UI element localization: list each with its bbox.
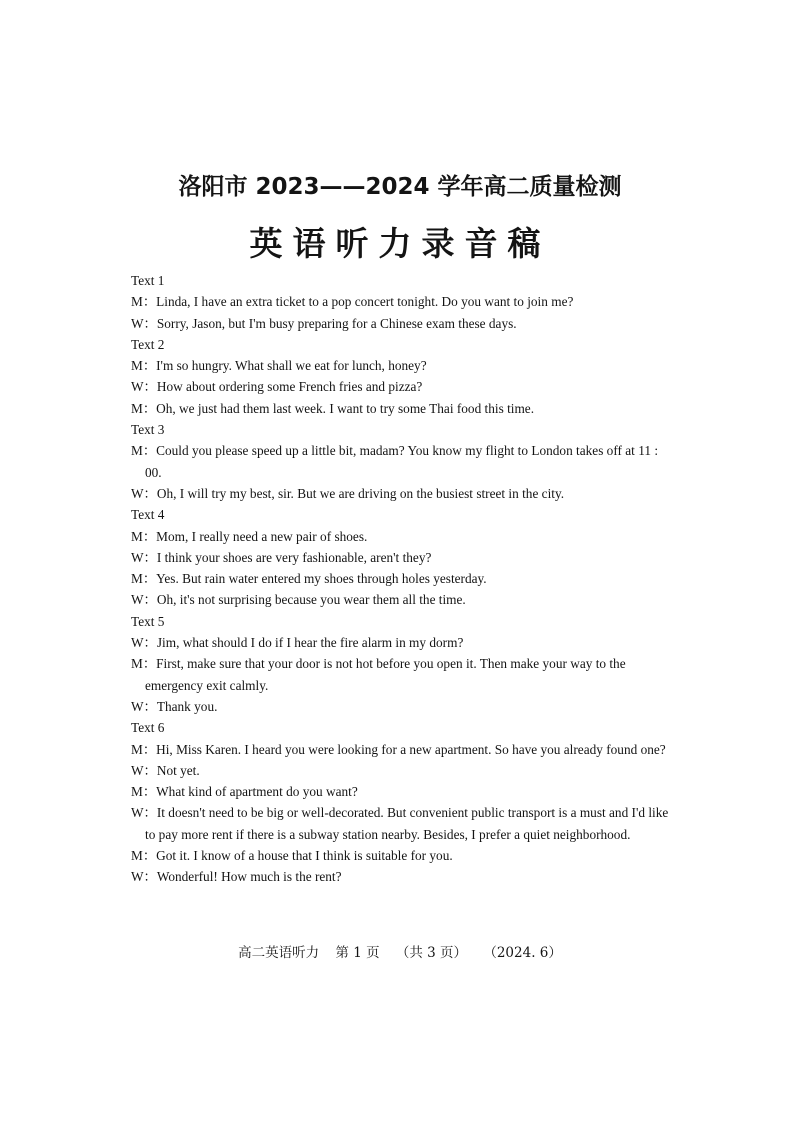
section-heading: Text 1 [131,273,165,288]
footer-total-pages: （共 3 页） [395,945,468,961]
section-heading: Text 6 [131,720,165,736]
speaker-label: W： [131,549,157,565]
dialogue-line [131,781,676,802]
dialogue-line [131,355,676,376]
speaker-label: W： [131,869,157,885]
footer-date: （2024. 6） [483,945,562,961]
dialogue-text: I think your shoes are very fashionable, aren't they? [156,549,432,565]
dialogue-text: Wonderful! How much is the rent? [156,869,342,885]
section-heading: Text 4 [131,507,165,523]
document-subtitle: 英语听力录音稿 [249,224,551,263]
speaker-label: M： [131,294,157,310]
dialogue-line [131,526,676,547]
dialogue-text: Mom, I really need a new pair of shoes. [156,528,368,544]
section-heading: Text 3 [131,422,165,438]
transcript-body [131,270,676,888]
dialogue-line [131,376,676,397]
speaker-label: W： [131,805,157,821]
speaker-label: W： [131,698,157,714]
dialogue-text: Not yet. [156,762,200,778]
dialogue-text: First, make sure that your door is not hot before you open it. Then make your way to the emergency exit calmly. [145,656,626,693]
dialogue-line [131,398,676,419]
speaker-label: M： [131,358,157,374]
footer-subject: 高二英语听力 [238,945,320,961]
dialogue-line [131,760,676,781]
dialogue-line [131,632,676,653]
dialogue-line [131,291,676,312]
exam-title: 洛阳市 2023——2024 学年高二质量检测 [178,174,622,200]
dialogue-text: Linda, I have an extra ticket to a pop concert tonight. Do you want to join me? [156,294,574,310]
dialogue-line [131,547,676,568]
dialogue-line [131,589,676,610]
speaker-label: M： [131,443,157,459]
dialogue-text: Sorry, Jason, but I'm busy preparing for a Chinese exam these days. [156,315,517,331]
dialogue-line [131,313,676,334]
dialogue-text: Jim, what should I do if I hear the fire alarm in my dorm? [156,635,464,651]
section-heading: Text 5 [131,613,165,629]
speaker-label: M： [131,571,157,587]
page-footer [0,941,800,961]
speaker-label: M： [131,400,157,416]
dialogue-line [131,653,676,696]
speaker-label: M： [131,784,157,800]
dialogue-text: What kind of apartment do you want? [156,784,358,800]
speaker-label: W： [131,379,157,395]
dialogue-text: Yes. But rain water entered my shoes through holes yesterday. [156,571,487,587]
dialogue-text: Oh, I will try my best, sir. But we are driving on the busiest street in the city. [156,485,565,501]
dialogue-line [131,440,676,483]
speaker-label: W： [131,485,157,501]
speaker-label: M： [131,656,157,672]
dialogue-text: Could you please speed up a little bit, madam? You know my flight to London takes off at 11 : 00. [145,443,659,480]
dialogue-text: How about ordering some French fries and pizza? [156,379,423,395]
section-heading: Text 2 [131,336,165,352]
speaker-label: M： [131,848,157,864]
speaker-label: W： [131,635,157,651]
dialogue-text: I'm so hungry. What shall we eat for lunch, honey? [156,358,427,374]
dialogue-text: Oh, we just had them last week. I want to try some Thai food this time. [156,400,535,416]
dialogue-text: Oh, it's not surprising because you wear them all the time. [156,592,466,608]
dialogue-line [131,483,676,504]
dialogue-text: It doesn't need to be big or well-decorated. But convenient public transport is a must and I'd like to pay more rent if there is a subway station nearby. Besides, I prefer a quiet neighborhood. [145,805,669,842]
speaker-label: M： [131,741,157,757]
speaker-label: W： [131,762,157,778]
dialogue-line [131,568,676,589]
dialogue-line [131,802,676,845]
dialogue-line [131,866,676,887]
dialogue-text: Got it. I know of a house that I think is suitable for you. [156,848,453,864]
dialogue-line [131,696,676,717]
dialogue-line [131,845,676,866]
footer-page-number: 第 1 页 [335,945,380,961]
speaker-label: M： [131,528,157,544]
speaker-label: W： [131,592,157,608]
dialogue-text: Hi, Miss Karen. I heard you were looking for a new apartment. So have you already found one? [156,741,666,757]
speaker-label: W： [131,315,157,331]
dialogue-text: Thank you. [156,698,218,714]
dialogue-line [131,739,676,760]
